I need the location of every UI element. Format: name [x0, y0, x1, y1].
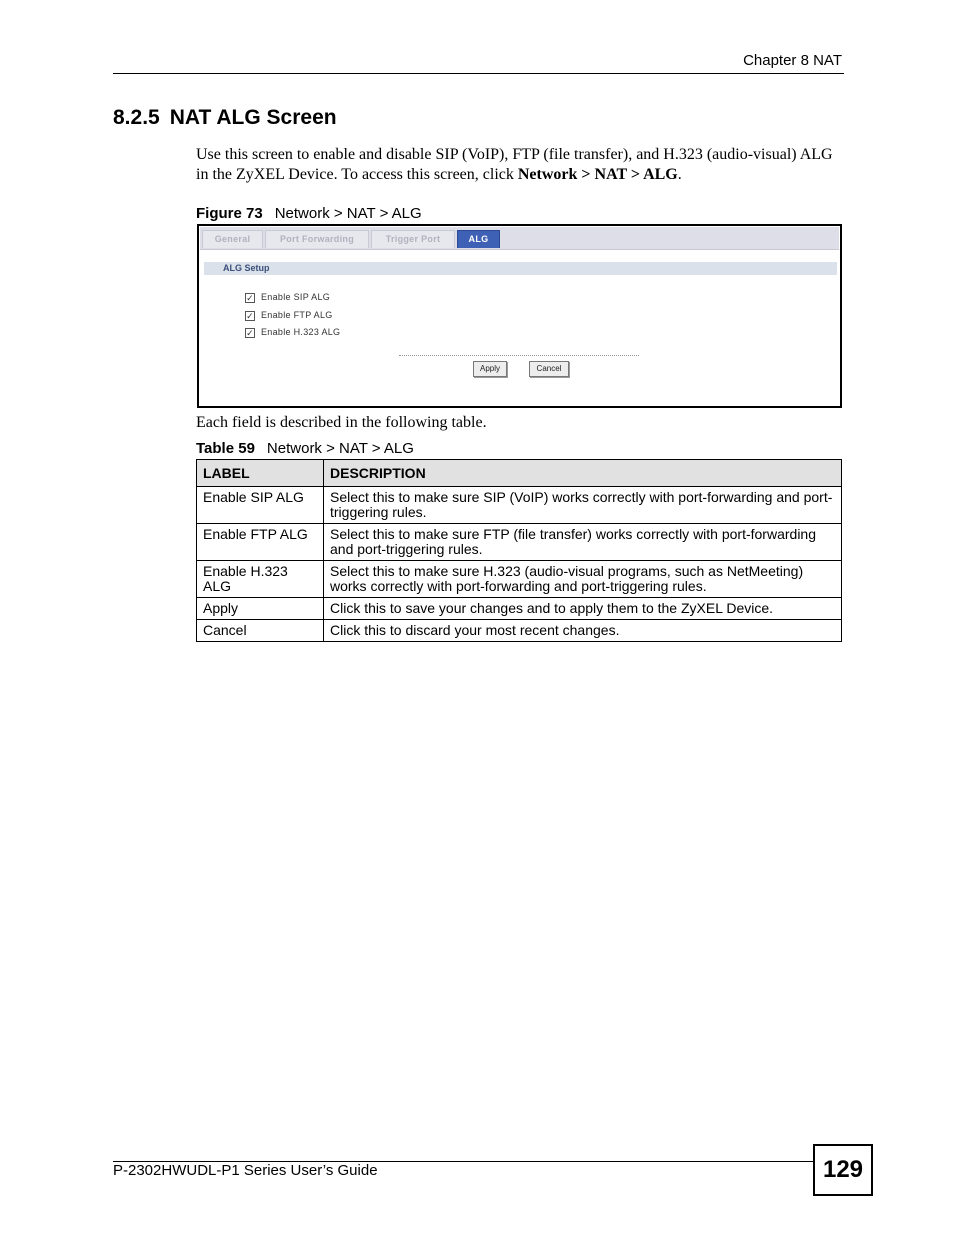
enable-sip-alg-row[interactable] [245, 291, 330, 303]
table-title: Network > NAT > ALG [266, 440, 414, 457]
page-number: 129 [813, 1144, 873, 1196]
enable-ftp-alg-label: Enable FTP ALG [261, 310, 333, 320]
table-row [197, 524, 842, 561]
intro-path: Network > NAT > ALG [517, 166, 678, 183]
tab-bar [200, 227, 839, 250]
table-row [197, 620, 842, 642]
figure-title: Network > NAT > ALG [274, 205, 422, 222]
table-row [197, 487, 842, 524]
tab-alg[interactable]: ALG [457, 230, 500, 248]
alg-setup-bar: ALG Setup [204, 262, 837, 275]
chapter-header: Chapter 8 NAT [743, 52, 842, 69]
field-description-table [196, 459, 842, 642]
table-header-row [197, 460, 842, 487]
intro-paragraph [196, 145, 844, 185]
row-label: Apply [197, 598, 324, 620]
header-label: LABEL [197, 460, 324, 487]
enable-sip-alg-checkbox[interactable]: ✓ [246, 292, 254, 303]
row-label: Cancel [197, 620, 324, 642]
alg-screen [197, 224, 842, 408]
tab-trigger-port[interactable]: Trigger Port [371, 230, 455, 248]
enable-h323-alg-label: Enable H.323 ALG [261, 327, 341, 337]
separator [399, 355, 639, 356]
section-title-text: NAT ALG Screen [169, 106, 337, 129]
enable-ftp-alg-checkbox[interactable]: ✓ [246, 310, 254, 321]
row-description: Select this to make sure FTP (file transfer) works correctly with port-forwarding and port-triggering rules. [324, 524, 842, 561]
figure-caption [196, 205, 422, 222]
enable-ftp-alg-row[interactable] [245, 309, 333, 321]
row-label: Enable FTP ALG [197, 524, 324, 561]
header-rule [113, 73, 844, 74]
section-title [113, 106, 337, 130]
row-description: Select this to make sure H.323 (audio-visual programs, such as NetMeeting) works correctly with port-forwarding and port-triggering rules. [324, 561, 842, 598]
row-description: Click this to save your changes and to apply them to the ZyXEL Device. [324, 598, 842, 620]
enable-h323-alg-row[interactable] [245, 326, 340, 338]
table-intro: Each field is described in the following table. [196, 414, 487, 431]
header-description: DESCRIPTION [324, 460, 842, 487]
apply-button[interactable]: Apply [473, 361, 507, 377]
table-row [197, 598, 842, 620]
row-label: Enable H.323 ALG [197, 561, 324, 598]
tab-port-forwarding[interactable]: Port Forwarding [265, 230, 369, 248]
table-row [197, 561, 842, 598]
footer-guide-title: P-2302HWUDL-P1 Series User’s Guide [113, 1162, 378, 1179]
table-caption [196, 440, 414, 457]
row-description: Select this to make sure SIP (VoIP) works correctly with port-forwarding and port-triggering rules. [324, 487, 842, 524]
figure-label: Figure 73 [196, 205, 263, 222]
table-label: Table 59 [196, 440, 255, 457]
intro-end: . [677, 166, 682, 183]
enable-sip-alg-label: Enable SIP ALG [261, 292, 331, 302]
enable-h323-alg-checkbox[interactable]: ✓ [246, 327, 254, 338]
intro-text: Use this screen to enable and disable SIP (VoIP), FTP (file transfer), and H.323 (audio-visual) ALG in the ZyXEL Device. To access this screen, click [196, 146, 833, 183]
tab-general[interactable]: General [202, 230, 263, 248]
section-number: 8.2.5 [113, 106, 160, 129]
row-label: Enable SIP ALG [197, 487, 324, 524]
row-description: Click this to discard your most recent changes. [324, 620, 842, 642]
cancel-button[interactable]: Cancel [529, 361, 569, 377]
